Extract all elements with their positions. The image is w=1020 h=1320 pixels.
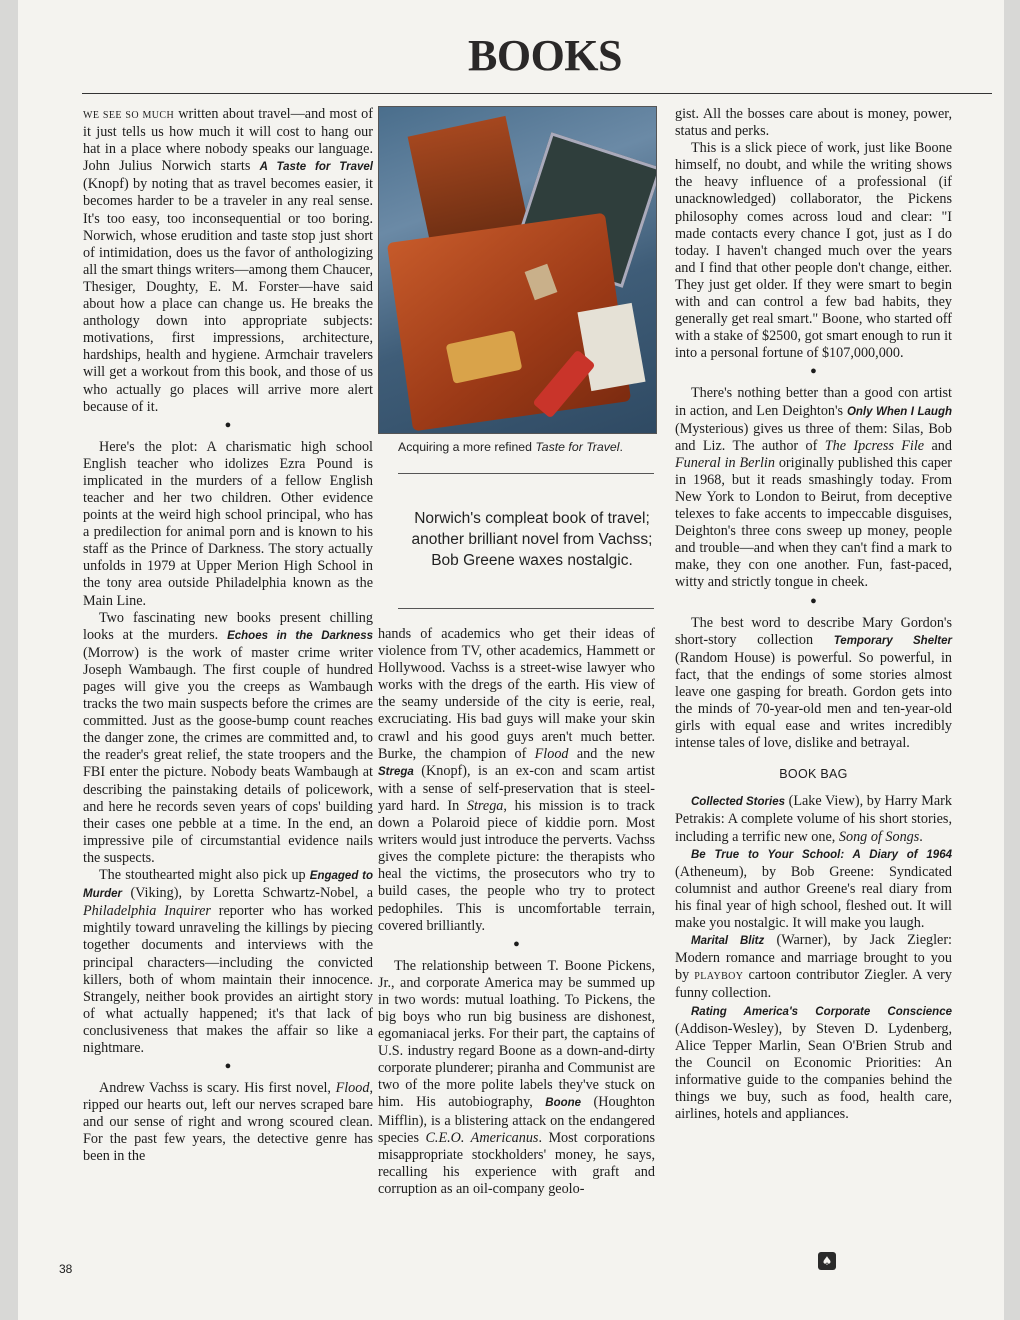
text: (Viking), by Loretta Schwartz-Nobel, a bbox=[121, 885, 373, 902]
section-bullet: ● bbox=[810, 594, 817, 607]
book-bag-heading: BOOK BAG bbox=[779, 767, 848, 782]
caption-title: Taste for Travel bbox=[535, 440, 620, 454]
masthead bbox=[82, 30, 992, 94]
book-title: Boone bbox=[545, 1097, 582, 1110]
book-title: Temporary Shelter bbox=[833, 634, 952, 647]
story-title: Song of Songs bbox=[838, 828, 920, 845]
paragraph bbox=[675, 615, 952, 753]
luggage-photo bbox=[378, 106, 657, 434]
text: and the new bbox=[568, 745, 655, 762]
text: reporter who has worked mightily toward unraveling the killings by piecing together documents and interviews with the principal characters—including the convicted killers, both of whom maintain their innocence. Strangely, neither book provides an airtight story of what actually happened; it's that lack of conclusiveness that makes the affair so like a nightmare. bbox=[83, 903, 373, 1056]
publication-name: Philadelphia Inquirer bbox=[83, 903, 211, 920]
text: (Warner), by Jack Ziegler: Modern romance and marriage brought to you by bbox=[675, 932, 953, 984]
text: (Knopf), is an ex-con and scam artist with a sense of self-preservation that is steel-yard hard. In bbox=[378, 762, 655, 814]
book-title: Collected Stories bbox=[691, 796, 785, 809]
text: Two fascinating new books present chilling looks at the murders. bbox=[83, 609, 373, 643]
column-1 bbox=[83, 106, 373, 1166]
text: (Random House) is powerful. So powerful, in fact, that the endings of some stories almost leave one gasping for breath. Gordon gets into the minds of 70-year-old men and ten-year-old girls with equal ease and writes incredibly intense tales of love, dislike and betrayal. bbox=[675, 649, 952, 752]
text: (Knopf) by noting that as travel becomes easier, it becomes harder to be a traveler in any real sense. It's too easy, too inconsequential or too boring. Norwich, whose erudition and taste stop just short of intimidation, does us the favor of anthologizing all the smart things writers—among them Chaucer, Thesiger, Doughty, E. M. Forster—have said about how a place can change us. He breaks the anthology down into appropriate subjects: motivations, first impressions, architecture, hardships, health and hygiene. Armchair travelers will get a workout from this book, and those of us who actually go places will arrive more alert because of it. bbox=[83, 176, 373, 415]
book-title: Rating America's Corporate Conscience bbox=[691, 1005, 952, 1018]
text: and bbox=[924, 437, 952, 454]
text: (Atheneum), by Bob Greene: Syndicated columnist and author Greene's real diary from his final year of high school, fleshed out. It will make you nostalgic. It will make you laugh. bbox=[675, 863, 952, 932]
book-bag-item bbox=[675, 793, 952, 845]
book-bag-item bbox=[675, 1003, 952, 1124]
text: cartoon contributor Ziegler. A very funny collection. bbox=[675, 967, 953, 1002]
text: . bbox=[619, 440, 623, 454]
text: The stouthearted might also pick up bbox=[99, 867, 310, 884]
column-3 bbox=[675, 106, 952, 1123]
book-bag-list bbox=[675, 793, 952, 1123]
book-title: Flood bbox=[534, 745, 569, 762]
text: The relationship between T. Boone Pickens, Jr., and corporate America may be summed up in two words: mutual loathing. To Pickens, the big boys who run big business are dishonest, egomaniacal jerks. For their part, the captains of U.S. industry regard Boone as a down-and-dirty corporate plunderer; piranha and Communist are two of the more polite labels they've stuck on him. His autobiography, bbox=[378, 957, 655, 1111]
pull-quote: Norwich's compleat book of travel; another brilliant novel from Vachss; Bob Greene waxes nostalgic. bbox=[411, 510, 653, 569]
book-title: Only When I Laugh bbox=[846, 405, 952, 418]
section-bullet: ● bbox=[224, 1060, 232, 1073]
end-mark-icon: ♠ bbox=[818, 1252, 836, 1270]
masthead-rule bbox=[82, 93, 992, 94]
paragraph bbox=[378, 958, 655, 1198]
pullquote-rule-bottom bbox=[398, 608, 654, 609]
text: , his mission is to track down a Polaroid piece of kiddie porn. Most writers would just introduce the perverts. Vachss gives the complete picture: the therapists who heal the victims, the prosecutors who try to build cases, the people who try to protect pedophiles. This is uncomfortable terrain, covered brilliantly. bbox=[378, 797, 655, 934]
magazine-page bbox=[18, 0, 1004, 1320]
paragraph: Here's the plot: A charismatic high school English teacher who idolizes Ezra Pound is implicated in the murders of a fellow English teacher and her two children. Other evidence points at the weird high school principal, who has a predilection for animal porn and is known to his staff as the Prince of Darkness. The story actually unfolds in 1979 at Upper Merion High School in the tony area outside Philadelphia known as the Main Line. bbox=[83, 438, 373, 609]
text: written about travel—and most of it just tells us how much it will cost to hang our hat in a place where nobody speaks our language. John Julius Norwich starts bbox=[83, 106, 373, 175]
column-2 bbox=[378, 626, 655, 1198]
pullquote-rule-top bbox=[398, 473, 654, 474]
text: (Morrow) is the work of master crime writer Joseph Wambaugh. The first couple of hundred pages will give you the creeps as Wambaugh tracks the two main suspects before the crimes are committed. Just as the goose-bump count reaches the danger zone, the crimes are committed and, to the reader's great relief, the state troopers and the FBI enter the picture. Nobody beats Wambaugh at describing the painstaking details of policework, and here he records seven years of cops' building their cases one pebble at a time. In the end, an impressive pile of circumstantial evidence nails the suspects. bbox=[83, 644, 373, 866]
text: (Lake View), by Harry Mark Petrakis: A complete volume of his short stories, including a terrific new one, bbox=[675, 793, 952, 845]
magazine-name: PLAYBOY bbox=[694, 971, 744, 983]
text: . Most corporations misappropriate stockholders' money, he says, recalling his experience with graft and corruption as an oil-company geolo- bbox=[378, 1129, 655, 1197]
book-title: Funeral in Berlin bbox=[675, 454, 775, 471]
book-bag-item bbox=[675, 846, 952, 932]
paragraph bbox=[83, 106, 373, 416]
book-title: Engaged to Murder bbox=[83, 870, 373, 901]
book-title: Be True to Your School: A Diary of 1964 bbox=[691, 848, 952, 861]
species-name: C.E.O. Americanus bbox=[425, 1129, 539, 1146]
lead-in: WE SEE SO MUCH bbox=[83, 110, 175, 121]
book-title: Strega bbox=[378, 765, 414, 778]
text: (Addison-Wesley), by Steven D. Lydenberg, Alice Tepper Marlin, Sean O'Brien Strub and the Council on Economic Priorities: An informative guide to the companies behind the things we buy, such as food, health care, airlines, hotels and appliances. bbox=[675, 1020, 952, 1123]
text: Andrew Vachss is scary. His first novel, bbox=[99, 1080, 336, 1097]
book-bag-item bbox=[675, 932, 952, 1002]
book-title: A Taste for Travel bbox=[259, 161, 373, 174]
paragraph bbox=[83, 610, 373, 867]
section-bullet: ● bbox=[810, 365, 817, 378]
book-title: Echoes in the Darkness bbox=[227, 629, 373, 642]
section-bullet: ● bbox=[224, 418, 232, 431]
paragraph: This is a slick piece of work, just like Boone himself, no doubt, and while the writing shows the heavy influence of a professional (if unacknowledged) collaborator, the Pickens philosophy comes across loud and clear: "I made contacts every chance I got, just as I do today. I haven't changed much over the years and I find that other people don't change, either. They just get older. If they were smart to begin with and can control a few bad habits, they generally get real smart." Boone, who started off with a stake of $2500, got smart enough to run it into a personal fortune of $107,000,000. bbox=[675, 140, 952, 362]
photo-caption bbox=[398, 440, 658, 454]
book-title: Flood bbox=[335, 1080, 370, 1097]
paragraph bbox=[378, 626, 655, 935]
section-title: BOOKS bbox=[468, 31, 622, 80]
book-title: The Ipcress File bbox=[824, 437, 925, 454]
section-bullet: ● bbox=[513, 937, 520, 950]
text: originally published this caper in 1968, but it reads smashingly today. From New York to London to Beirut, from deceptive telexes to fake accents to impeccable disguises, Deighton's three cons sweep up money, people and trouble—and when they can't find a mark to make, they con one another. Fun, fast-paced, witty and strictly tongue in cheek. bbox=[675, 454, 952, 591]
text: The best word to describe Mary Gordon's short-story collection bbox=[675, 614, 952, 648]
text: (Houghton Mifflin), is a blistering attack on the endangered species bbox=[378, 1094, 655, 1146]
page-number: 38 bbox=[59, 1262, 73, 1276]
text: hands of academics who get their ideas of violence from TV, other academics, Hammett or Hollywood. Vachss is a street-wise lawyer who works with the dregs of the earth. His view of the seamy underside of the city is eerie, real, excruciating. His bad guys will make your skin crawl and his good guys aren't much better. Burke, the champion of bbox=[378, 626, 655, 762]
paragraph: gist. All the bosses care about is money, power, status and perks. bbox=[675, 106, 952, 140]
paragraph bbox=[675, 385, 952, 591]
text: (Mysterious) gives us three of them: Silas, Bob and Liz. The author of bbox=[675, 420, 952, 454]
book-title: Marital Blitz bbox=[691, 935, 765, 948]
text: , ripped our hearts out, left our nerves scraped bare and our sense of right and wrong scoured clean. For the past few years, the detective genre has been in the bbox=[83, 1080, 373, 1165]
text: There's nothing better than a good con artist in action, and Len Deighton's bbox=[675, 385, 952, 419]
text: Acquiring a more refined bbox=[398, 440, 536, 454]
paragraph bbox=[83, 1080, 373, 1165]
text: . bbox=[919, 828, 923, 845]
paragraph bbox=[83, 867, 373, 1057]
book-title: Strega bbox=[466, 797, 504, 814]
